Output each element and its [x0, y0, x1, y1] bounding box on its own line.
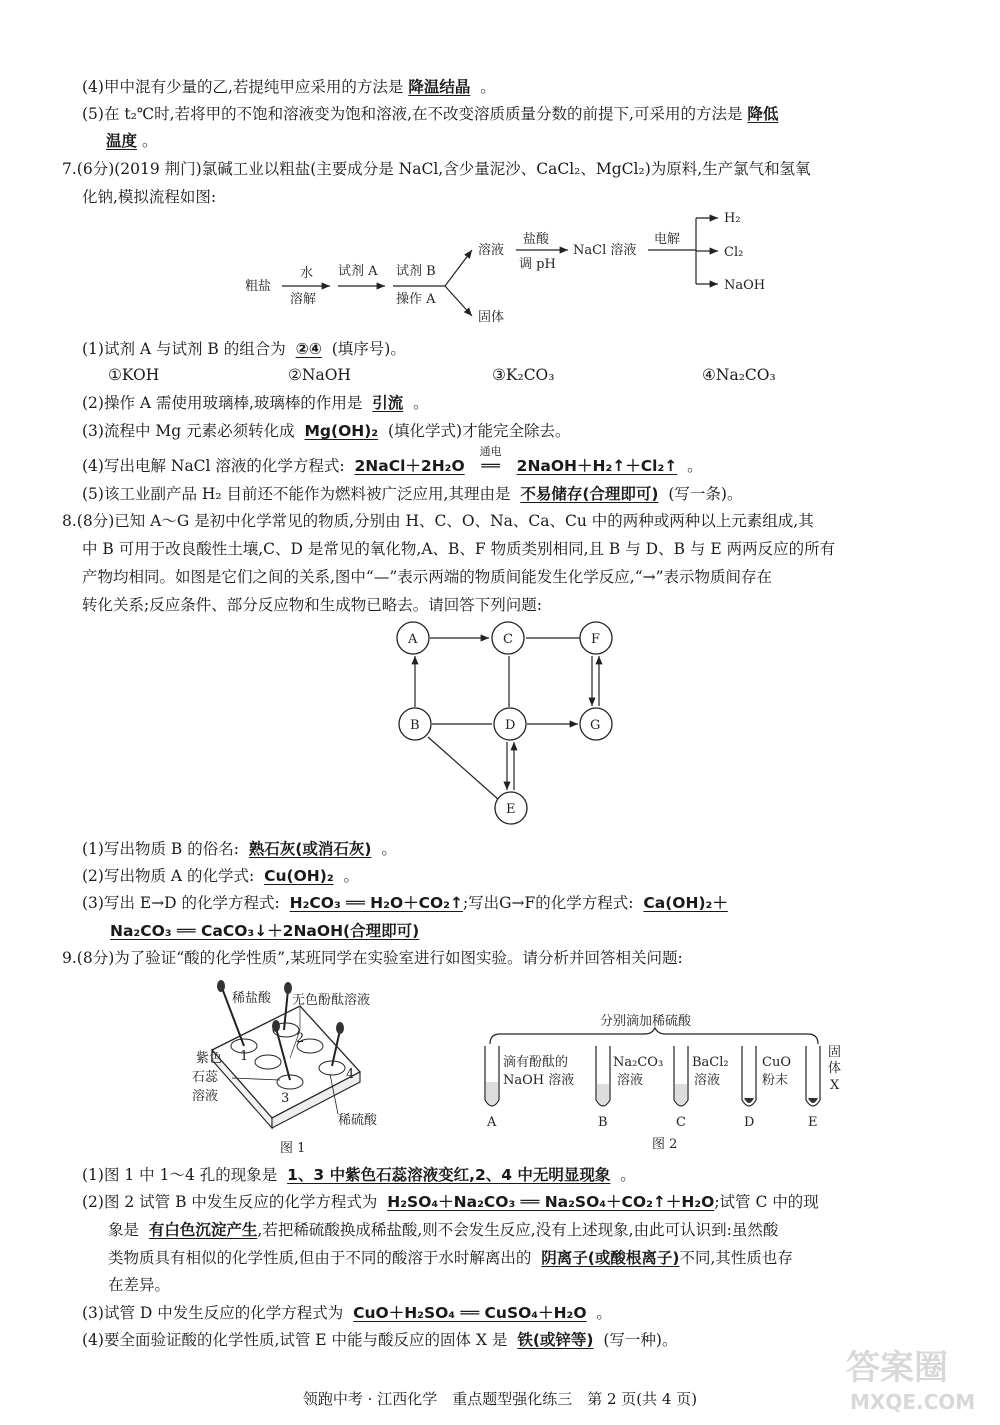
- flow-adjust-ph: 调 pH: [519, 257, 556, 272]
- answer: 2NaOH＋H₂↑＋Cl₂↑: [516, 457, 678, 475]
- flow-electro: 电解: [654, 232, 681, 247]
- q7-stem-2: 化钠,模拟流程如图:: [82, 188, 217, 206]
- svg-text:D: D: [505, 718, 516, 733]
- answer: 不易储存(合理即可): [520, 485, 659, 503]
- q9-part2-line4: 在差异。: [108, 1276, 171, 1294]
- q9-part3: (3)试管 D 中发生反应的化学方程式为 CuO＋H₂SO₄ ══ CuSO₄＋H₂O 。: [82, 1304, 612, 1322]
- flow-solution: 溶液: [478, 243, 505, 258]
- q7-stem-1: 7.(6分)(2019 荆门)氯碱工业以粗盐(主要成分是 NaCl,含少量泥沙、CaCl₂、MgCl₂)为原料,生产氯气和氢氧: [62, 160, 811, 178]
- well-number-3: 3: [281, 1091, 290, 1106]
- answer: 降低: [747, 105, 779, 123]
- q9-part2-line3: 类物质具有相似的化学性质,但由于不同的酸溶于水时解离出的 阴离子(或酸根离子)不同,其性质也存: [108, 1249, 793, 1267]
- label-litmus-2: 石蕊: [192, 1070, 219, 1085]
- q7-option-1: ①KOH: [108, 366, 160, 384]
- answer: ②④: [295, 340, 322, 358]
- label-litmus-1: 紫色: [196, 1051, 223, 1066]
- flow-hcl: 盐酸: [523, 232, 550, 247]
- q9-part1: (1)图 1 中 1～4 孔的现象是 1、3 中紫色石蕊溶液变红,2、4 中无明显现象 。: [82, 1166, 636, 1184]
- svg-text:A: A: [408, 632, 418, 647]
- svg-text:F: F: [591, 632, 601, 647]
- q8-stem-3: 产物均相同。如图是它们之间的关系,图中“—”表示两端的物质间能发生化学反应,“→”表示物质间存在: [82, 568, 773, 586]
- q7-part3: (3)流程中 Mg 元素必须转化成 Mg(OH)₂ (填化学式)才能完全除去。: [82, 422, 571, 440]
- page-footer: 领跑中考 · 江西化学 重点题型强化练三 第 2 页(共 4 页): [302, 1390, 698, 1408]
- flow-naoh: NaOH: [724, 278, 766, 293]
- well-number-1: 1: [240, 1049, 249, 1064]
- svg-text:G: G: [590, 718, 601, 733]
- answer: 降温结晶: [408, 78, 471, 96]
- tube-c-label-1: BaCl₂: [692, 1055, 729, 1070]
- tube-d-label-1: CuO: [762, 1055, 791, 1070]
- svg-text:B: B: [410, 718, 420, 733]
- q8-stem-4: 转化关系;反应条件、部分反应物和生成物已略去。请回答下列问题:: [82, 596, 542, 614]
- tube-a-label-1: 滴有酚酞的: [503, 1055, 569, 1070]
- q9-stem: 9.(8分)为了验证“酸的化学性质”,某班同学在实验室进行如图实验。请分析并回答相关问题:: [62, 949, 683, 967]
- q7-option-3: ③K₂CO₃: [492, 366, 555, 384]
- tube-letter-c: C: [676, 1115, 686, 1130]
- flow-water: 水: [300, 266, 314, 281]
- label-litmus-3: 溶液: [192, 1089, 219, 1104]
- flow-op-a: 操作 A: [396, 292, 436, 307]
- svg-text:答案圈: 答案圈: [846, 1348, 948, 1388]
- well-number-2: 2: [296, 1031, 305, 1046]
- q6-part4: (4)甲中混有少量的乙,若提纯甲应采用的方法是 降温结晶 。: [82, 78, 496, 96]
- q7-part4: (4)写出电解 NaCl 溶液的化学方程式: 2NaCl＋2H₂O 通电 ══ 2NaOH＋H₂↑＋Cl₂↑ 。: [82, 445, 703, 475]
- q6-part5-cont: 温度 。: [106, 132, 158, 150]
- svg-text:C: C: [503, 632, 513, 647]
- tube-e-label-2: 体: [828, 1061, 842, 1076]
- q7-option-4: ④Na₂CO₃: [702, 366, 776, 384]
- answer: Mg(OH)₂: [304, 422, 379, 440]
- tube-letter-a: A: [487, 1115, 497, 1130]
- tube-c-label-2: 溶液: [694, 1073, 721, 1088]
- tube-d-label-2: 粉末: [762, 1073, 789, 1088]
- q8-stem-2: 中 B 可用于改良酸性土壤,C、D 是常见的氧化物,A、B、F 物质类别相同,且 B 与 D、B 与 E 两两反应的所有: [82, 540, 836, 558]
- q8-part1: (1)写出物质 B 的俗名: 熟石灰(或消石灰) 。: [82, 840, 397, 858]
- flow-crude: 粗盐: [245, 279, 272, 294]
- flow-cl2: Cl₂: [724, 245, 744, 260]
- q8-part3: (3)写出 E→D 的化学方程式: H₂CO₃ ══ H₂O＋CO₂↑;写出G→F的化学方程式: Ca(OH)₂＋: [82, 894, 728, 912]
- q8-part2: (2)写出物质 A 的化学式: Cu(OH)₂ 。: [82, 867, 359, 885]
- flow-reagent-b: 试剂 B: [396, 264, 436, 279]
- flow-reagent-a: 试剂 A: [338, 264, 378, 279]
- watermark-logo: [840, 1335, 990, 1417]
- test-tube-d: [742, 1046, 756, 1106]
- label-phenol: 无色酚酞溶液: [292, 993, 371, 1008]
- well-number-4: 4: [346, 1067, 355, 1082]
- flow-h2: H₂: [724, 211, 741, 226]
- answer: 温度: [106, 132, 138, 150]
- flow-nacl: NaCl 溶液: [573, 243, 637, 258]
- reaction-condition: 通电 ══: [479, 445, 502, 475]
- q7-option-2: ②NaOH: [288, 366, 351, 384]
- answer: H₂CO₃ ══ H₂O＋CO₂↑: [289, 894, 463, 912]
- answer: Cu(OH)₂: [264, 867, 334, 885]
- bracket: [490, 1028, 818, 1044]
- answer: 阴离子(或酸根离子): [541, 1249, 680, 1267]
- q6-part5: (5)在 t₂℃时,若将甲的不饱和溶液变为饱和溶液,在不改变溶质质量分数的前提下,可采用的方法是 降低: [82, 105, 779, 123]
- flow-dissolve: 溶解: [290, 292, 317, 307]
- flow-solid: 固体: [478, 310, 505, 325]
- answer: H₂SO₄＋Na₂CO₃ ══ Na₂SO₄＋CO₂↑＋H₂O: [387, 1193, 715, 1211]
- answer: 铁(或锌等): [517, 1331, 594, 1349]
- tube-letter-b: B: [598, 1115, 608, 1130]
- tube-b-label-2: 溶液: [617, 1073, 644, 1088]
- tube-a-label-2: NaOH 溶液: [503, 1073, 575, 1088]
- answer: Ca(OH)₂＋: [643, 894, 728, 912]
- fig2-title: 分别滴加稀硫酸: [600, 1014, 692, 1029]
- tube-letter-e: E: [808, 1115, 818, 1130]
- q9-part2-line2: 象是 有白色沉淀产生,若把稀硫酸换成稀盐酸,则不会发生反应,没有上述现象,由此可认识到:虽然酸: [108, 1221, 779, 1239]
- svg-text:MXQE.COM: MXQE.COM: [850, 1390, 976, 1414]
- q9-part4: (4)要全面验证酸的化学性质,试管 E 中能与酸反应的固体 X 是 铁(或锌等) (写一种)。: [82, 1331, 678, 1349]
- q7-part1: (1)试剂 A 与试剂 B 的组合为 ②④ (填序号)。: [82, 340, 406, 358]
- label-hcl: 稀盐酸: [232, 991, 272, 1006]
- answer: 引流: [372, 394, 404, 412]
- answer: Na₂CO₃ ══ CaCO₃↓＋2NaOH(合理即可): [110, 922, 420, 940]
- answer: 1、3 中紫色石蕊溶液变红,2、4 中无明显现象: [287, 1166, 611, 1184]
- test-tube-b: [596, 1046, 610, 1106]
- tube-letter-d: D: [744, 1115, 755, 1130]
- q9-part2: (2)图 2 试管 B 中发生反应的化学方程式为 H₂SO₄＋Na₂CO₃ ══ Na₂SO₄＋CO₂↑＋H₂O;试管 C 中的现: [82, 1193, 819, 1211]
- figure-2-caption: 图 2: [652, 1137, 678, 1152]
- answer: 熟石灰(或消石灰): [248, 840, 372, 858]
- svg-text:E: E: [506, 802, 516, 817]
- test-tube-e: [806, 1046, 820, 1106]
- test-tube-a: [485, 1046, 499, 1106]
- q8-stem-1: 8.(8分)已知 A～G 是初中化学常见的物质,分别由 H、C、O、Na、Ca、Cu 中的两种或两种以上元素组成,其: [62, 512, 814, 530]
- label-h2so4: 稀硫酸: [338, 1113, 378, 1128]
- test-tube-c: [674, 1046, 688, 1106]
- tube-e-label-1: 固: [828, 1045, 842, 1060]
- q7-part5: (5)该工业副产品 H₂ 目前还不能作为燃料被广泛应用,其理由是 不易储存(合理即可) (写一条)。: [82, 485, 743, 503]
- answer: CuO＋H₂SO₄ ══ CuSO₄＋H₂O: [353, 1304, 587, 1322]
- answer: 有白色沉淀产生: [148, 1221, 258, 1239]
- answer: 2NaCl＋2H₂O: [354, 457, 465, 475]
- tube-b-label-1: Na₂CO₃: [613, 1055, 664, 1070]
- tube-e-label-3: X: [830, 1078, 840, 1093]
- figure-1-caption: 图 1: [280, 1141, 306, 1156]
- q7-part2: (2)操作 A 需使用玻璃棒,玻璃棒的作用是 引流 。: [82, 394, 429, 412]
